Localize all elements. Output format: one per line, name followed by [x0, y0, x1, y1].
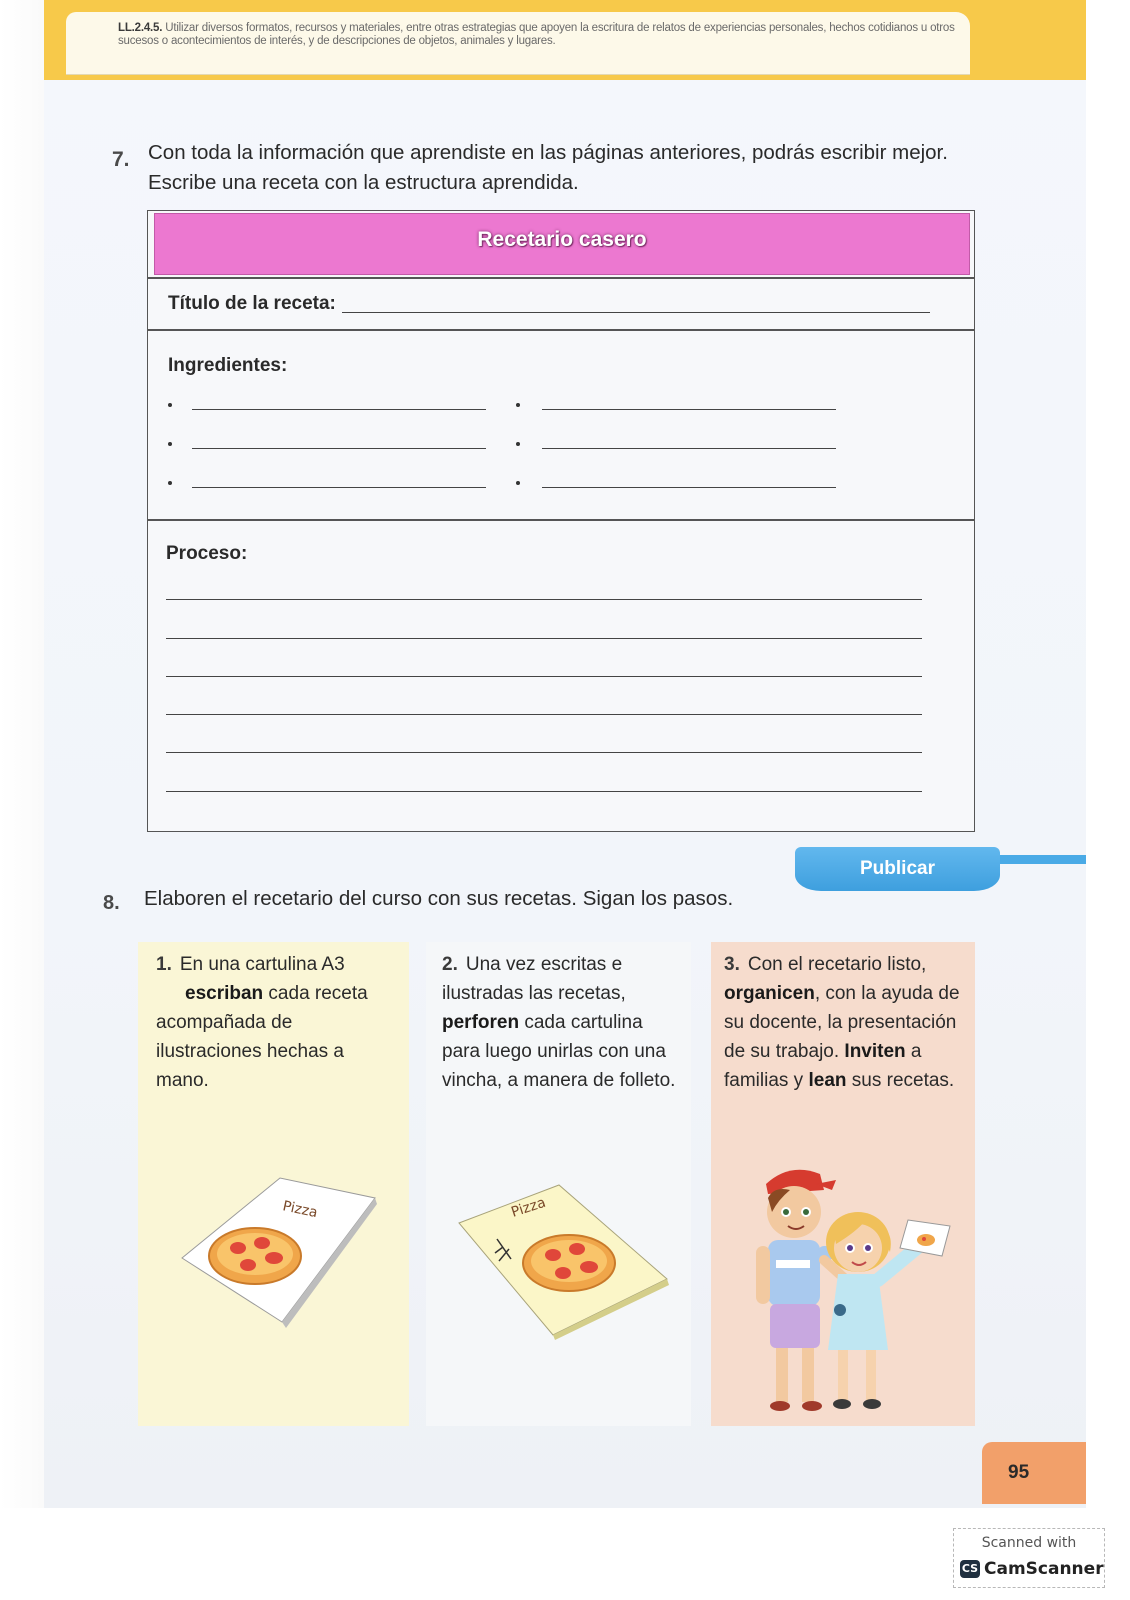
ingredient-field[interactable]	[542, 487, 836, 488]
perforated-card-label: Pizza	[509, 1194, 548, 1221]
ingredient-field[interactable]	[192, 487, 486, 488]
step-2-verb: perforen	[442, 1012, 520, 1033]
bullet	[168, 403, 172, 407]
perforated-pizza-card-illustration	[455, 1175, 675, 1340]
recipe-title-label: Título de la receta:	[168, 293, 336, 314]
step-2-part-c: cada cartulina para luego unirlas con una vincha, a manera de folleto.	[442, 1012, 676, 1091]
watermark-brand: CamScanner	[984, 1559, 1104, 1579]
ingredients-label: Ingredientes:	[168, 355, 288, 376]
process-line[interactable]	[166, 638, 922, 639]
question-7-number: 7.	[112, 148, 130, 171]
step-3-verb-2: Inviten	[844, 1041, 906, 1062]
question-7-text	[148, 138, 968, 198]
watermark-caption: Scanned with	[981, 1535, 1077, 1551]
boy-figure	[756, 1170, 844, 1411]
q8-bold-1: Elaboren	[144, 887, 227, 910]
camscanner-logo-icon: CS	[960, 1560, 980, 1578]
step-3-part-g: sus recetas.	[846, 1070, 955, 1091]
divider	[148, 329, 974, 331]
step-3-number: 3.	[724, 954, 740, 975]
process-line[interactable]	[166, 599, 922, 600]
recipe-form	[147, 210, 975, 832]
question-7-line-2: Escribe una receta con la estructura aprendida.	[148, 171, 579, 194]
bullet	[516, 403, 520, 407]
step-3-part-c: , con la ayuda de su docente, la presentación de su trabajo.	[724, 983, 960, 1062]
process-line[interactable]	[166, 791, 922, 792]
camscanner-watermark	[953, 1528, 1105, 1588]
step-3-verb-3: lean	[808, 1070, 847, 1091]
process-line[interactable]	[166, 676, 922, 677]
q8-end: los pasos.	[635, 887, 734, 910]
step-2-number: 2.	[442, 954, 458, 975]
children-presenting-illustration	[728, 1160, 968, 1422]
ingredient-field[interactable]	[542, 448, 836, 449]
page-number: 95	[982, 1442, 1086, 1504]
pizza-card-label: Pizza	[281, 1198, 320, 1222]
step-3-verb: organicen	[724, 983, 815, 1004]
ingredient-field[interactable]	[192, 448, 486, 449]
step-2-part-a: Una vez escritas e ilustradas las recetas,	[442, 954, 626, 1004]
step-1-verb: escriban	[185, 983, 264, 1004]
step-1-text	[156, 950, 396, 1095]
question-8-number: 8.	[103, 892, 120, 914]
bullet	[516, 481, 520, 485]
pizza-card-illustration	[170, 1170, 380, 1330]
recipe-form-header	[154, 213, 970, 275]
ingredient-field[interactable]	[192, 409, 486, 410]
step-3-part-a: Con el recetario listo,	[747, 954, 927, 975]
divider	[148, 277, 974, 279]
skill-description	[118, 22, 966, 48]
process-label: Proceso:	[166, 543, 248, 564]
step-1-number: 1.	[156, 954, 172, 975]
divider	[148, 519, 974, 521]
bullet	[168, 481, 172, 485]
process-line[interactable]	[166, 752, 922, 753]
skill-code: LL.2.4.5.	[118, 22, 163, 34]
question-7-line-1: Con toda la información que aprendiste en las páginas anteriores, podrás escribir mejor.	[148, 141, 948, 164]
step-3-text	[724, 950, 964, 1095]
bullet	[168, 442, 172, 446]
question-8-text	[144, 884, 733, 914]
step-2-text	[442, 950, 682, 1095]
bullet	[516, 442, 520, 446]
process-line[interactable]	[166, 714, 922, 715]
recipe-form-title: Recetario casero	[477, 228, 647, 251]
page-gutter	[0, 0, 44, 1508]
q8-mid: el recetario del curso con sus recetas.	[226, 887, 583, 910]
step-1-part-c: cada receta acompañada de ilustraciones hechas a mano.	[156, 983, 368, 1091]
q8-bold-2: Sigan	[582, 887, 636, 910]
ingredient-field[interactable]	[542, 409, 836, 410]
recipe-title-field[interactable]	[342, 312, 930, 313]
publish-tab: Publicar	[795, 847, 1000, 891]
step-3-part-e: a familias y	[724, 1041, 922, 1091]
skill-text: Utilizar diversos formatos, recursos y materiales, entre otras estrategias que apoyen la escritura de relatos de experiencias personales, hechos cotidianos u otros sucesos o acontecimientos de interés, y de descripciones de objetos, animales y lugares.	[118, 22, 955, 47]
step-1-part-a: En una cartulina A3	[179, 954, 345, 975]
